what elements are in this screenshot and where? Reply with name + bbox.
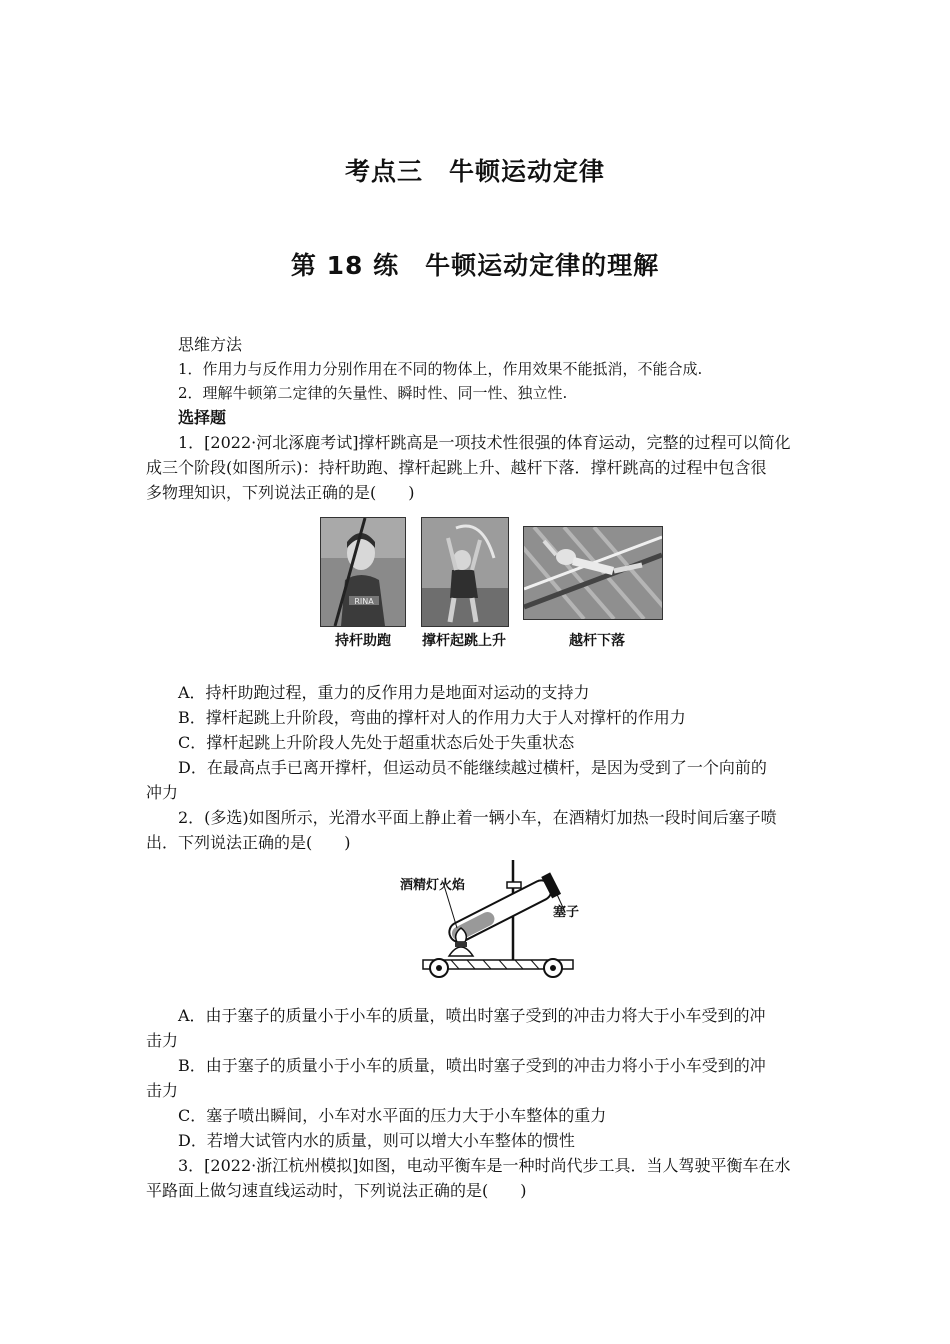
q1-option: A．持杆助跑过程，重力的反作用力是地面对运动的支持力 bbox=[178, 683, 590, 702]
caption-fall: 越杆下落 bbox=[569, 633, 625, 649]
q1-option-cont: 冲力 bbox=[146, 783, 179, 802]
method-item: 2．理解牛顿第二定律的矢量性、瞬时性、同一性、独立性. bbox=[178, 384, 568, 402]
q2-option: B．由于塞子的质量小于小车的质量，喷出时塞子受到的冲击力将小于小车受到的冲 bbox=[178, 1056, 766, 1075]
q1-stem-line: 成三个阶段(如图所示)：持杆助跑、撑杆起跳上升、越杆下落．撑杆跳高的过程中包含很 bbox=[146, 458, 767, 477]
caption-run: 持杆助跑 bbox=[335, 633, 391, 649]
q1-option: B．撑杆起跳上升阶段，弯曲的撑杆对人的作用力大于人对撑杆的作用力 bbox=[178, 708, 686, 727]
q1-option: D．在最高点手已离开撑杆，但运动员不能继续越过横杆，是因为受到了一个向前的 bbox=[178, 758, 767, 777]
caption-rise: 撑杆起跳上升 bbox=[422, 633, 506, 649]
photo-clear-bar-fall bbox=[523, 526, 663, 620]
q2-stem-line: 出．下列说法正确的是( ) bbox=[146, 833, 351, 852]
section-heading: 选择题 bbox=[178, 408, 227, 427]
q2-option-cont: 击力 bbox=[146, 1081, 179, 1100]
q1-stem-line: 多物理知识，下列说法正确的是( ) bbox=[146, 483, 415, 502]
photo-run-with-pole bbox=[320, 517, 406, 627]
chapter-title: 考点三 牛顿运动定律 bbox=[344, 157, 605, 186]
photo-pole-vault-rise bbox=[421, 517, 509, 627]
q1-stem-line: 1．[2022·河北涿鹿考试]撑杆跳高是一项技术性很强的体育运动，完整的过程可以简化 bbox=[178, 433, 791, 452]
cart-experiment-figure bbox=[395, 852, 585, 982]
label-alcohol-flame: 酒精灯火焰 bbox=[400, 878, 466, 893]
q3-stem-line: 平路面上做匀速直线运动时，下列说法正确的是( ) bbox=[146, 1181, 527, 1200]
q2-option: A．由于塞子的质量小于小车的质量，喷出时塞子受到的冲击力将大于小车受到的冲 bbox=[178, 1006, 766, 1025]
method-heading: 思维方法 bbox=[178, 335, 243, 354]
label-stopper: 塞子 bbox=[553, 905, 580, 920]
q2-option-cont: 击力 bbox=[146, 1031, 179, 1050]
jersey-text: RINA bbox=[354, 597, 374, 606]
q1-option: C．撑杆起跳上升阶段人先处于超重状态后处于失重状态 bbox=[178, 733, 575, 752]
q2-option: C．塞子喷出瞬间，小车对水平面的压力大于小车整体的重力 bbox=[178, 1106, 607, 1125]
q2-option: D．若增大试管内水的质量，则可以增大小车整体的惯性 bbox=[178, 1131, 575, 1150]
lesson-title: 第 18 练 牛顿运动定律的理解 bbox=[290, 251, 660, 280]
q2-stem-line: 2．(多选)如图所示，光滑水平面上静止着一辆小车，在酒精灯加热一段时间后塞子喷 bbox=[178, 808, 777, 827]
q3-stem-line: 3．[2022·浙江杭州模拟]如图，电动平衡车是一种时尚代步工具．当人驾驶平衡车在水 bbox=[178, 1156, 791, 1175]
method-item: 1．作用力与反作用力分别作用在不同的物体上，作用效果不能抵消，不能合成. bbox=[178, 360, 703, 378]
